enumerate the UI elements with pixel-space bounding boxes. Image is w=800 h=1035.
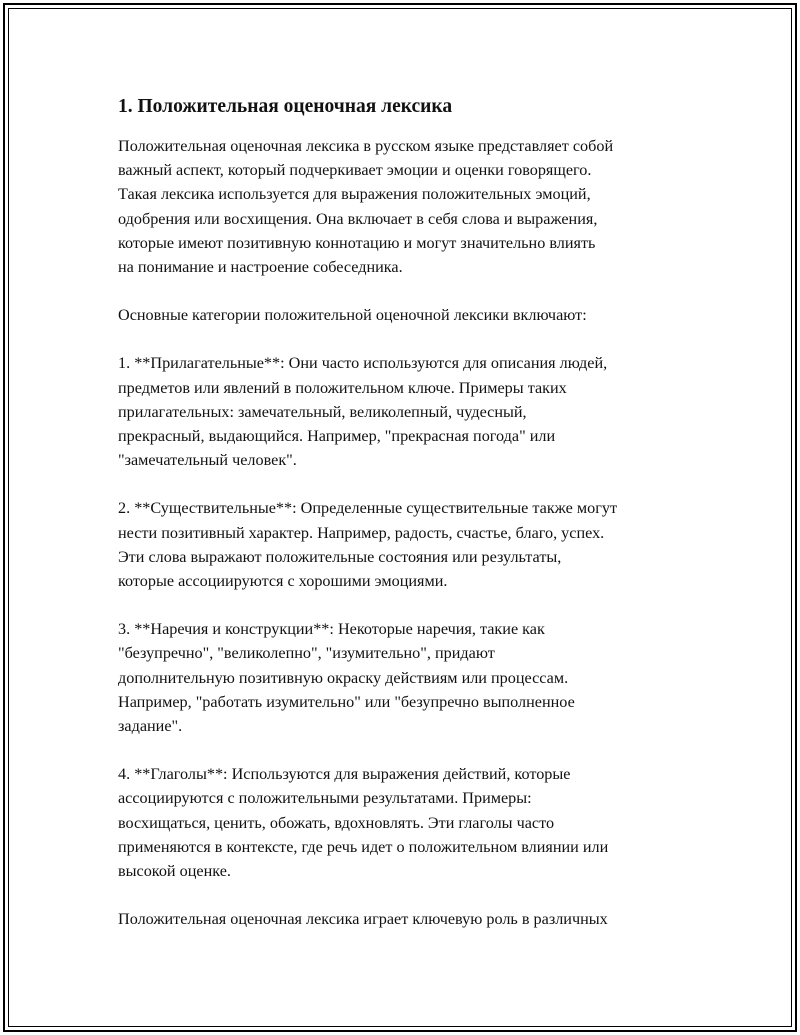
- paragraph-conclusion: Положительная оценочная лексика играет ключевую роль в различных: [118, 910, 608, 929]
- paragraph-categories-lead: Основные категории положительной оценочной лексики включают:: [118, 306, 587, 325]
- paragraph-intro: Положительная оценочная лексика в русском языке представляет собой важный аспект, который подчеркивает эмоции и оценки говорящего. Такая лексика используется для выражения положительных эмоций, одобрения или восхищения. Она включает в себя слова и выражения, которые имеют позитивную коннотацию и могут значительно влиять на понимание и настроение собеседника.: [118, 137, 614, 277]
- paragraph-nouns: 2. **Существительные**: Определенные существительные также могут нести позитивный характер. Например, радость, счастье, благо, успех. Эти слова выражают положительные состояния или результаты, которые ассоциируются с хорошими эмоциями.: [118, 499, 618, 591]
- document-body: [118, 94, 718, 955]
- paragraph-adjectives: 1. **Прилагательные**: Они часто используются для описания людей, предметов или явлений в положительном ключе. Примеры таких прилагательных: замечательный, великолепный, чудесный, прекрасный, выдающийся. Например, "прекрасная погода" или "замечательный человек".: [118, 354, 608, 470]
- section-heading: 1. Положительная оценочная лексика: [118, 96, 453, 117]
- paragraph-verbs: 4. **Глаголы**: Используются для выражения действий, которые ассоциируются с положительными результатами. Примеры: восхищаться, ценить, обожать, вдохновлять. Эти глаголы часто применяются в контексте, где речь идет о положительном влиянии или высокой оценке.: [118, 765, 609, 881]
- paragraph-adverbs: 3. **Наречия и конструкции**: Некоторые наречия, такие как "безупречно", "великолепно", "изумительно", придают дополнительную позитивную окраску действиям или процессам. Например, "работать изумительно" или "безупречно выполненное задание".: [118, 620, 575, 736]
